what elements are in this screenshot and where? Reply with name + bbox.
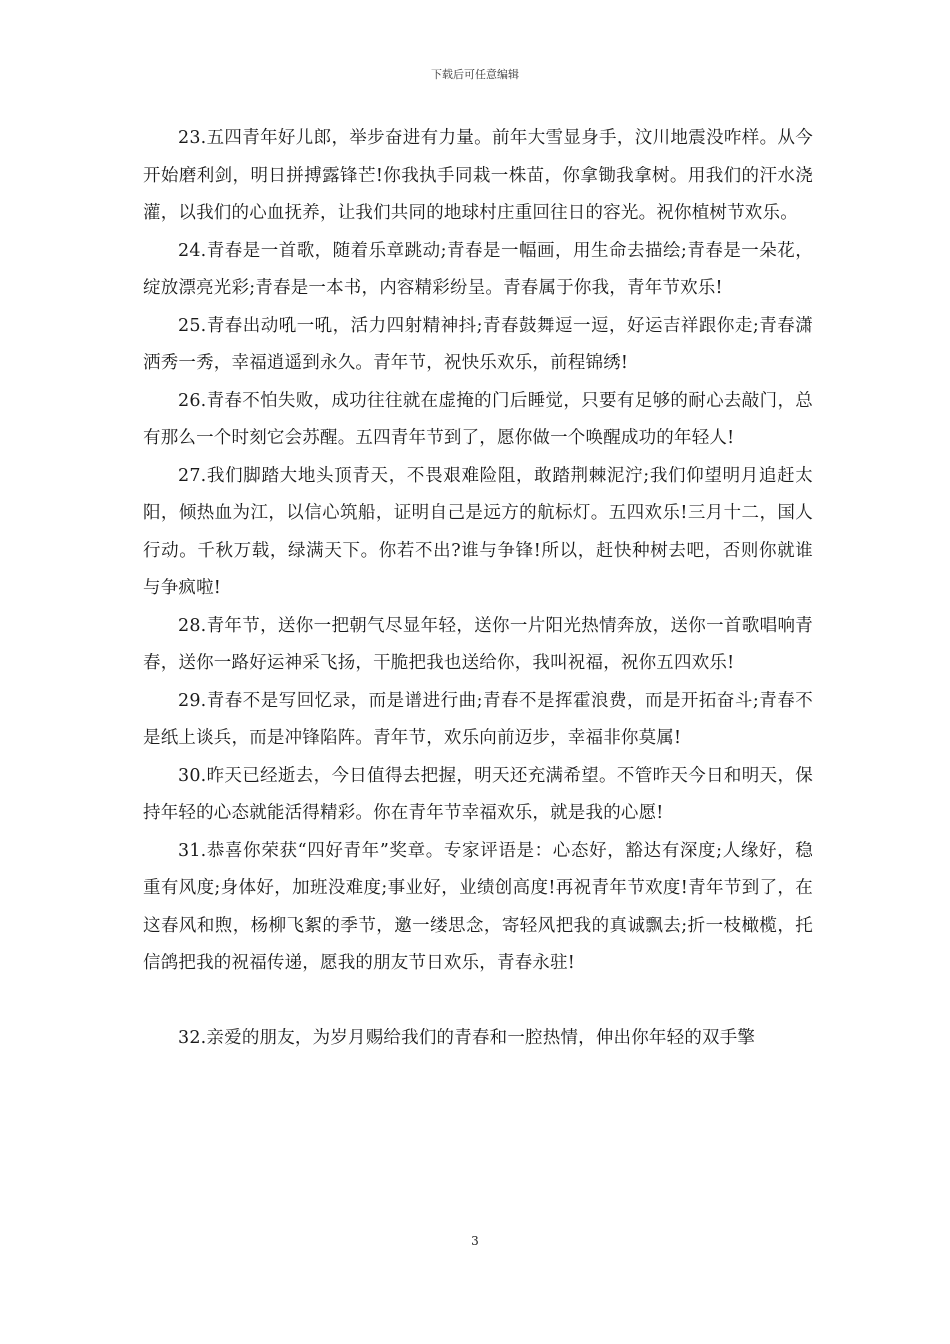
paragraph-26: 26.青春不怕失败，成功往往就在虚掩的门后睡觉，只要有足够的耐心去敲门，总有那么一个时刻它会苏醒。五四青年节到了，愿你做一个唤醒成功的年轻人! [143, 390, 813, 448]
paragraph-30: 30.昨天已经逝去，今日值得去把握，明天还充满希望。不管昨天今日和明天，保持年轻的心态就能活得精彩。你在青年节幸福欢乐，就是我的心愿! [143, 765, 813, 823]
paragraph-gap [143, 983, 813, 1020]
paragraph-32: 32.亲爱的朋友，为岁月赐给我们的青春和一腔热情，伸出你年轻的双手擎 [178, 1027, 756, 1048]
paragraph-29: 29.青春不是写回忆录，而是谱进行曲;青春不是挥霍浪费，而是开拓奋斗;青春不是纸上谈兵，而是冲锋陷阵。青年节，欢乐向前迈步，幸福非你莫属! [143, 690, 813, 748]
paragraph-31: 31.恭喜你荣获“四好青年”奖章。专家评语是：心态好，豁达有深度;人缘好，稳重有风度;身体好，加班没难度;事业好，业绩创高度!再祝青年节欢度!青年节到了，在这春风和煦，杨柳飞絮的季节，邀一缕思念，寄轻风把我的真诚飘去;折一枝橄榄，托信鸽把我的祝福传递，愿我的朋友节日欢乐，青春永驻! [143, 840, 813, 973]
paragraph-23: 23.五四青年好儿郎，举步奋进有力量。前年大雪显身手，汶川地震没咋样。从今开始磨利剑，明日拼搏露锋芒!你我执手同栽一株苗，你拿锄我拿树。用我们的汗水浇灌，以我们的心血抚养，让我们共同的地球村庄重回往日的容光。祝你植树节欢乐。 [143, 128, 813, 223]
paragraph-27: 27.我们脚踏大地头顶青天，不畏艰难险阻，敢踏荆棘泥泞;我们仰望明月追赶太阳，倾热血为江，以信心筑船，证明自己是远方的航标灯。五四欢乐!三月十二，国人行动。千秋万载，绿满天下。你若不出?谁与争锋!所以，赶快种树去吧，否则你就谁与争疯啦! [143, 465, 813, 598]
paragraph-25: 25.青春出动吼一吼，活力四射精神抖;青春鼓舞逗一逗，好运吉祥跟你走;青春潇洒秀一秀，幸福逍遥到永久。青年节，祝快乐欢乐，前程锦绣! [143, 315, 813, 373]
page-number: 3 [471, 1234, 479, 1248]
paragraph-28: 28.青年节，送你一把朝气尽显年轻，送你一片阳光热情奔放，送你一首歌唱响青春，送你一路好运神采飞扬，干脆把我也送给你，我叫祝福，祝你五四欢乐! [143, 615, 813, 673]
page-header: 下载后可任意编辑 [431, 68, 519, 81]
paragraph-24: 24.青春是一首歌，随着乐章跳动;青春是一幅画，用生命去描绘;青春是一朵花，绽放漂亮光彩;青春是一本书，内容精彩纷呈。青春属于你我，青年节欢乐! [143, 240, 813, 298]
document-body [143, 120, 813, 1057]
